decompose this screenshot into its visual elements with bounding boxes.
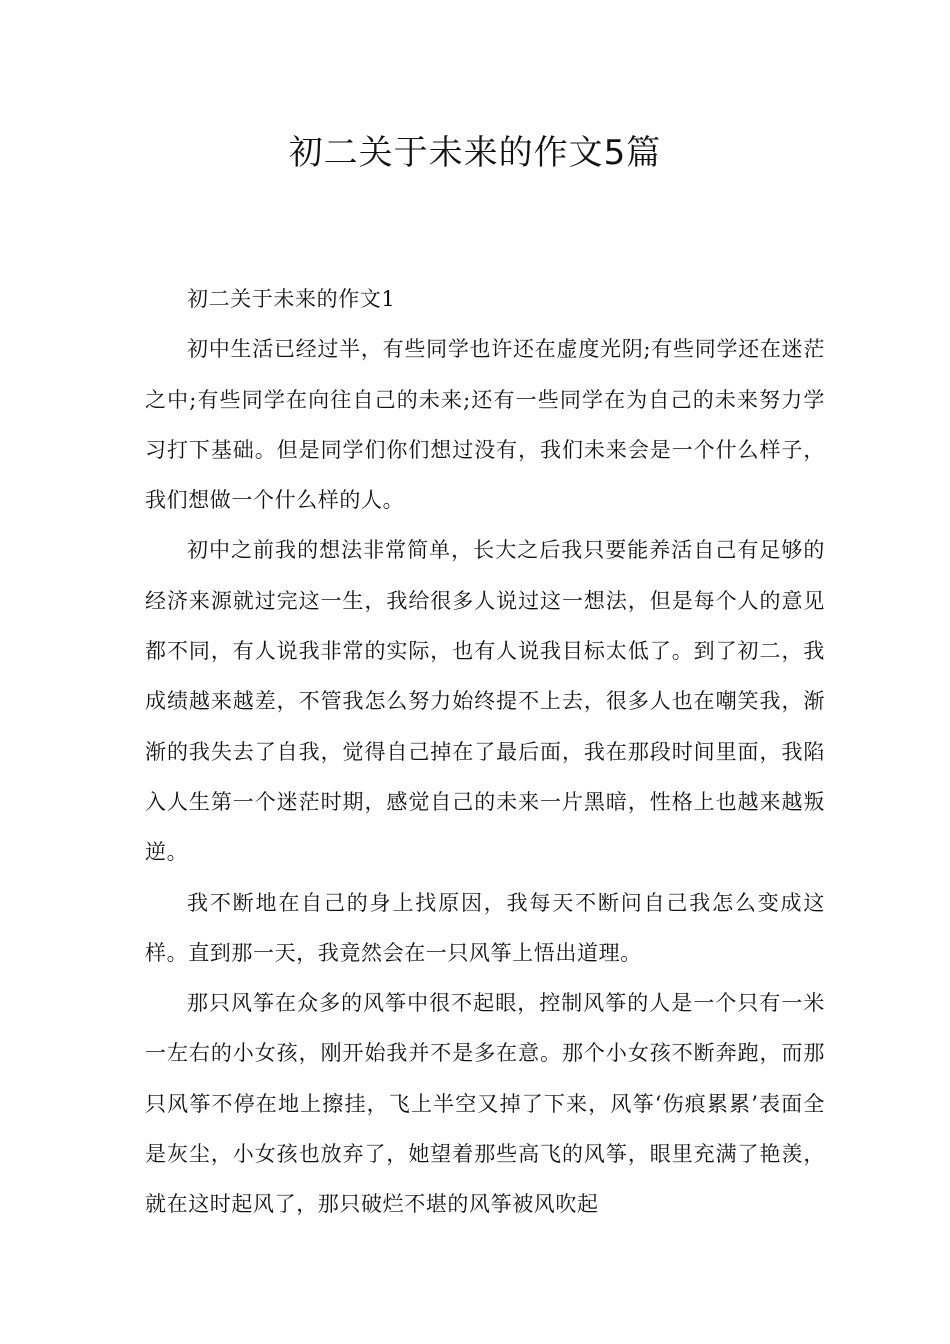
paragraph: 初中之前我的想法非常简单，长大之后我只要能养活自己有足够的经济来源就过完这一生，我给很多人说过这一想法，但是每个人的意见都不同，有人说我非常的实际，也有人说我目标太低了。到了初二，我成绩越来越差，不管我怎么努力始终提不上去，很多人也在嘲笑我，渐渐的我失去了自我，觉得自己掉在了最后面，我在那段时间里面，我陷入人生第一个迷茫时期，感觉自己的未来一片黑暗，性格上也越来越叛逆。 [145, 538, 825, 865]
document-title: 初二关于未来的作文5篇 [288, 133, 662, 173]
paragraph: 初中生活已经过半，有些同学也许还在虚度光阴;有些同学还在迷茫之中;有些同学在向往自己的未来;还有一些同学在为自己的未来努力学习打下基础。但是同学们你们想过没有，我们未来会是一个什么样子，我们想做一个什么样的人。 [145, 337, 825, 513]
section-heading: 初二关于未来的作文1 [187, 287, 396, 311]
document-body [145, 274, 825, 1230]
paragraph: 那只风筝在众多的风筝中很不起眼，控制风筝的人是一个只有一米一左右的小女孩，刚开始我并不是多在意。那个小女孩不断奔跑，而那只风筝不停在地上擦挂，飞上半空又掉了下来，风筝‘伤痕累累’表面全是灰尘，小女孩也放弃了，她望着那些高飞的风筝，眼里充满了艳羡，就在这时起风了，那只破烂不堪的风筝被风吹起 [145, 991, 825, 1217]
paragraph: 我不断地在自己的身上找原因，我每天不断问自己我怎么变成这样。直到那一天，我竟然会在一只风筝上悟出道理。 [145, 890, 825, 965]
